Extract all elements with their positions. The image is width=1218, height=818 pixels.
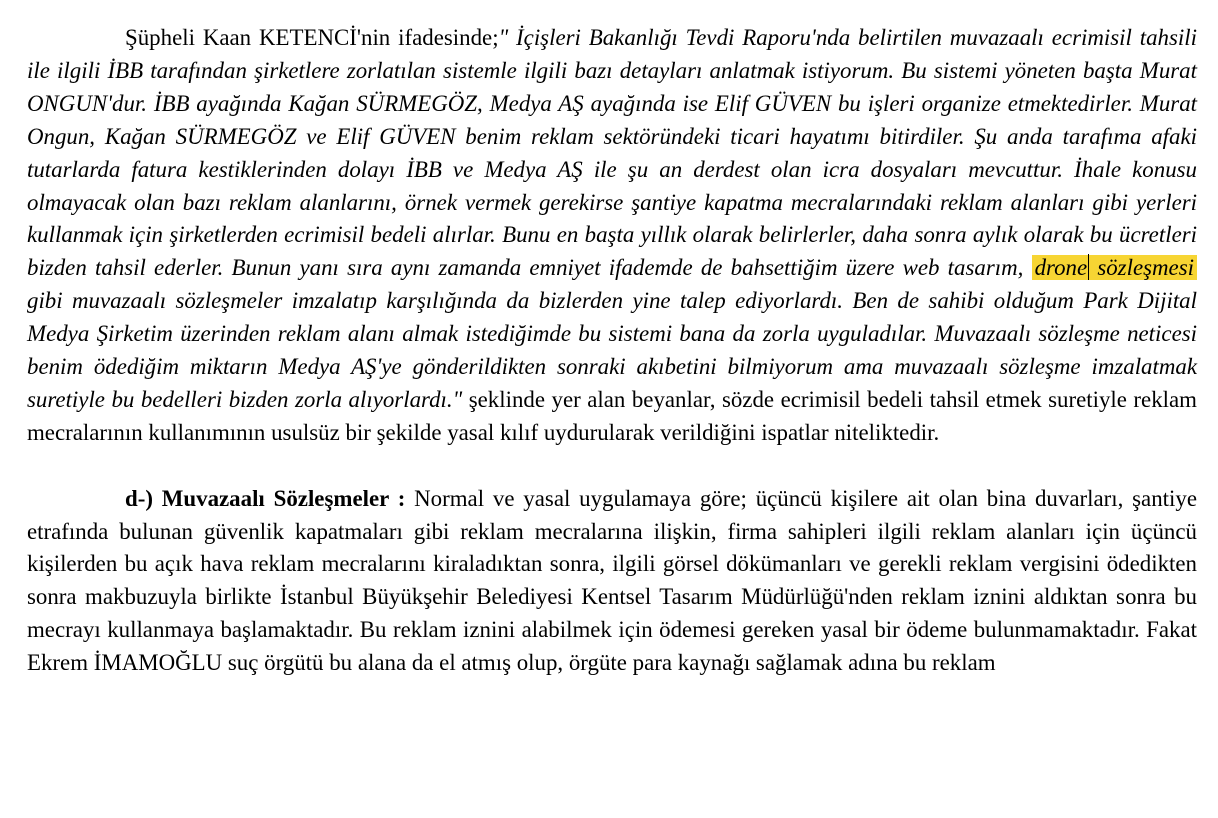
document-page [27,22,1197,680]
section-heading: d-) Muvazaalı Sözleşmeler : [125,485,406,511]
highlight-word-drone: drone [1034,255,1088,281]
statement-outro: şeklinde yer alan beyanlar, sözde ecrimisil bedeli tahsil etmek suretiyle reklam mecralarının kullanımının usulsüz bir şekilde yasal kılıf uydurularak verildiğini ispatlar niteliktedir. [27,386,1197,445]
paragraph-statement [27,22,1197,450]
statement-quote-part2: gibi muvazaalı sözleşmeler imzalatıp karşılığında da bizlerden yine talep ediyorlardı. Ben de sahibi olduğum Park Dijital Medya Şirketim üzerinden reklam alanı almak istediğimde bu sistemi bana da zorla uyguladılar. Muvazaalı sözleşme neticesi benim ödediğim miktarın Medya AŞ'ye gönderildikten sonraki akıbetini bilmiyorum ama muvazaalı sözleşme imzalatmak suretiyle bu bedelleri bizden zorla alıyorlardı." [27,288,1197,412]
section-body: Normal ve yasal uygulamaya göre; üçüncü kişilere ait olan bina duvarları, şantiye etrafında bulunan güvenlik kapatmaları gibi reklam mecralarına ilişkin, firma sahipleri ilgili reklam alanları için üçüncü kişilerden bu açık hava reklam mecralarını kiraladıktan sonra, ilgili görsel dökümanları ve gerekli reklam vergisini ödedikten sonra makbuzuyla birlikte İstanbul Büyükşehir Belediyesi Kentsel Tasarım Müdürlüğü'nden reklam iznini aldıktan sonra bu mecrayı kullanmaya başlamaktadır. Bu reklam iznini alabilmek için ödemesi gereken yasal bir ödeme bulunmamaktadır. Fakat Ekrem İMAMOĞLU suç örgütü bu alana da el atmış olup, örgüte para kaynağı sağlamak adına bu reklam [27,485,1197,676]
statement-intro: Şüpheli Kaan KETENCİ'nin ifadesinde; [125,25,499,50]
highlight-word-sozlesmesi: sözleşmesi [1097,255,1194,281]
highlighted-search-match[interactable] [1032,255,1197,280]
text-cursor [1088,254,1089,280]
paragraph-section-d [27,483,1197,680]
statement-quote-part1: " İçişleri Bakanlığı Tevdi Raporu'nda belirtilen muvazaalı ecrimisil tahsili ile ilgili İBB tarafından şirketlere zorlatılan sistemle ilgili bazı detayları anlatmak istiyorum. Bu sistemi yöneten başta Murat ONGUN'dur. İBB ayağında Kağan SÜRMEGÖZ, Medya AŞ ayağında ise Elif GÜVEN bu işleri organize etmektedirler. Murat Ongun, Kağan SÜRMEGÖZ ve Elif GÜVEN benim reklam sektöründeki ticari hayatımı bitirdiler. Şu anda tarafıma afaki tutarlarda fatura kestiklerinden dolayı İBB ve Medya AŞ ile şu an derdest olan icra dosyaları mevcuttur. İhale konusu olmayacak olan bazı reklam alanlarını, örnek vermek gerekirse şantiye kapatma mecralarındaki reklam alanları gibi yerleri kullanmak için şirketlerden ecrimisil bedeli alırlar. Bunu en başta yıllık olarak belirlerler, daha sonra aylık olarak bu ücretleri bizden tahsil ederler. Bunun yanı sıra aynı zamanda emniyet ifademde de bahsettiğim üzere web tasarım, [27,25,1197,281]
